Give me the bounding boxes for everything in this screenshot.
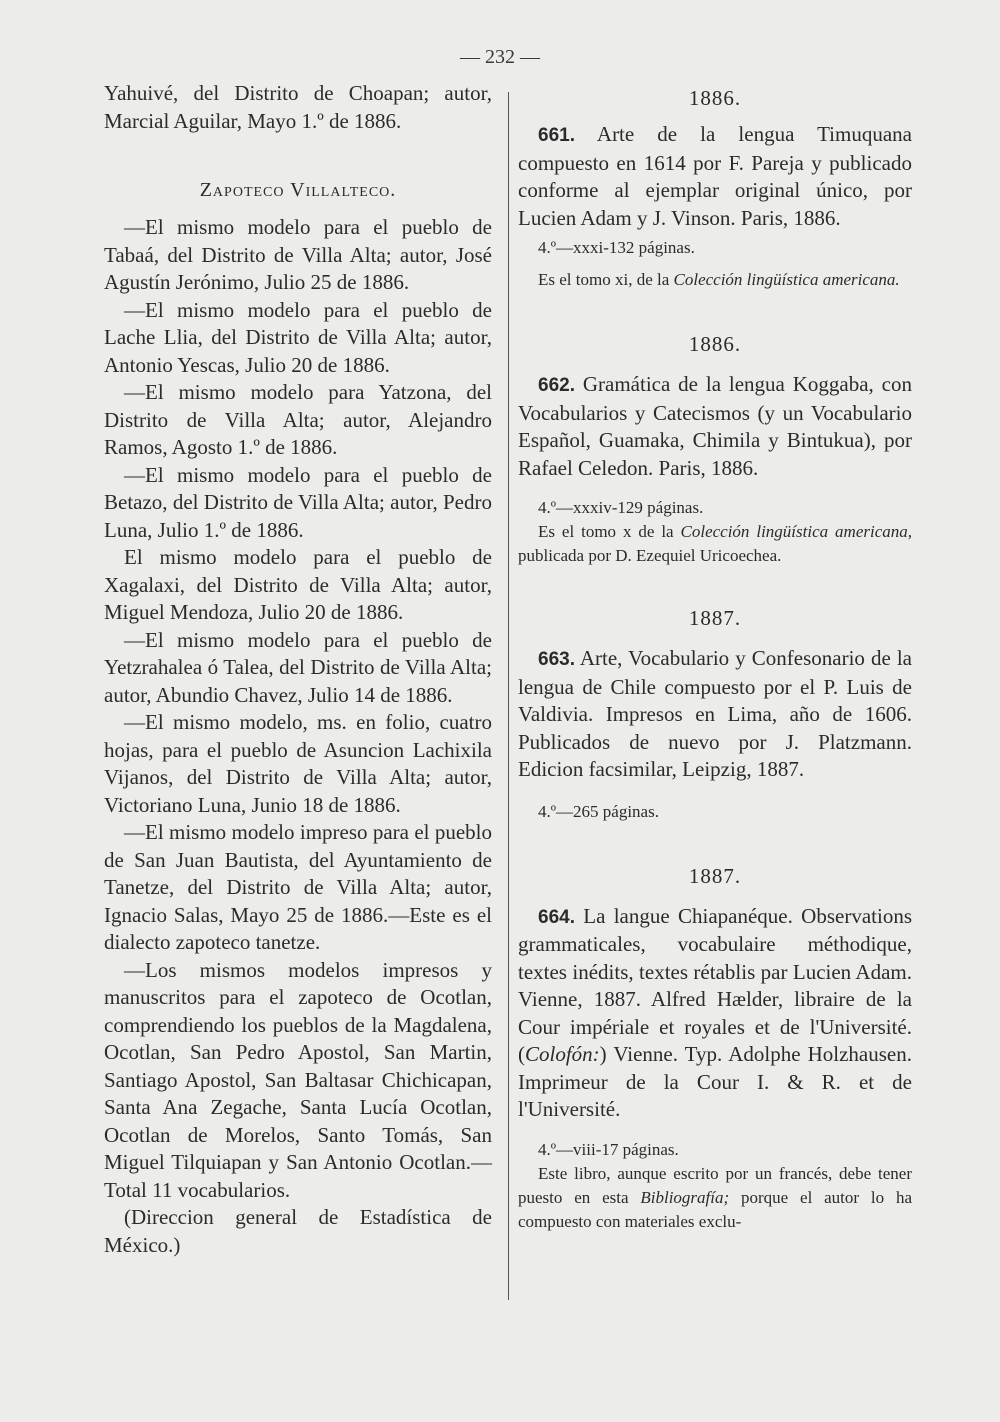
entry-paragraph: —El mismo modelo impreso para el pueblo de San Juan Bautista, del Ayuntamiento de Tanetze, del Distrito de Villa Alta; autor, Ignacio Salas, Mayo 25 de 1886.—Este es el dialecto zapoteco tanetze. bbox=[104, 820, 492, 954]
entry-text bbox=[518, 903, 912, 1124]
entry-number: 662. bbox=[538, 375, 575, 396]
note-title: Colección lingüística americana, bbox=[680, 522, 912, 541]
entry-note bbox=[518, 520, 912, 568]
entry-text bbox=[518, 121, 912, 232]
entry-description: Arte, Vocabulario y Confesonario de la lengua de Chile compuesto por el P. Luis de Valdivia. Impresos en Lima, año de 1606. Publicados de nuevo por J. Platzmann. Edicion facsimilar, Leipzig, 1887. bbox=[518, 646, 912, 781]
entry-paragraph: —El mismo modelo para Yatzona, del Distrito de Villa Alta; autor, Alejandro Ramos, Agosto 1.º de 1886. bbox=[104, 380, 492, 459]
entry-format: 4.º—xxxi-132 páginas. bbox=[538, 238, 695, 257]
entry-paragraph: —Los mismos modelos impresos y manuscritos para el zapoteco de Ocotlan, comprendiendo los pueblos de la Magdalena, Ocotlan, San Pedro Apostol, San Martin, Santiago Apostol, San Baltasar Chichicapan, Santa Ana Zegache, Santa Lucía Ocotlan, Ocotlan de Morelos, Santo Tomás, San Miguel Tilquiapan y San Antonio Ocotlan.—Total 11 vocabularios. bbox=[104, 957, 492, 1202]
entry-year: 1887. bbox=[688, 606, 742, 630]
entry-paragraph: —El mismo modelo para el pueblo de Yetzrahalea ó Talea, del Distrito de Villa Alta; autor, Abundio Chavez, Julio 14 de 1886. bbox=[104, 627, 492, 707]
right-column bbox=[518, 80, 912, 1234]
entry-format: 4.º—xxxiv-129 páginas. bbox=[538, 498, 704, 517]
entry-description: Gramática de la lengua Koggaba, con Vocabularios y Catecismos (y un Vocabulario Español, Guamaka, Chimila y Bintukua), por Rafael Celedon. Paris, 1886. bbox=[518, 372, 912, 480]
entry-paragraph: —El mismo modelo para el pueblo de Tabaá, del Distrito de Villa Alta; autor, José Agustín Jerónimo, Julio 25 de 1886. bbox=[104, 215, 492, 294]
entry-description: Arte de la lengua Timuquana compuesto en 1614 por F. Pareja y publicado conforme al ejemplar original único, por Lucien Adam y J. Vinson. Paris, 1886. bbox=[518, 122, 912, 230]
entry-format: 4.º—viii-17 páginas. bbox=[538, 1139, 679, 1159]
entry-format: 4.º—265 páginas. bbox=[538, 801, 659, 821]
note-title: Colección lingüística americana. bbox=[673, 270, 900, 289]
note-text-tail: porque el autor lo ha compuesto con materiales exclu- bbox=[518, 1187, 912, 1231]
entry-note bbox=[518, 268, 912, 292]
catalog-entry-661 bbox=[518, 86, 912, 292]
section-heading: Zapoteco Villalteco. bbox=[199, 179, 397, 201]
entry-number: 664. bbox=[538, 906, 575, 928]
page-number: — 232 — bbox=[460, 46, 540, 68]
catalog-entry-664 bbox=[518, 864, 912, 1234]
note-text: Es el tomo xi, de la bbox=[538, 270, 674, 289]
note-text: Este libro, aunque escrito por un francés, debe tener puesto en esta bbox=[518, 1163, 912, 1207]
note-text: Es el tomo x de la bbox=[538, 522, 681, 541]
entry-year: 1886. bbox=[688, 332, 742, 356]
column-divider bbox=[508, 92, 509, 1300]
entry-paragraph: —El mismo modelo para el pueblo de Betazo, del Distrito de Villa Alta; autor, Pedro Luna, Julio 1.º de 1886. bbox=[104, 462, 492, 542]
entry-paragraph: El mismo modelo para el pueblo de Xagalaxi, del Distrito de Villa Alta; autor, Miguel Mendoza, Julio 20 de 1886. bbox=[104, 545, 492, 624]
intro-paragraph: Yahuivé, del Distrito de Choapan; autor, Marcial Aguilar, Mayo 1.º de 1886. bbox=[104, 81, 492, 133]
note-text-tail: publicada por D. Ezequiel Uricoechea. bbox=[518, 546, 782, 565]
entry-description: La langue Chiapanéque. Observations grammaticales, vocabulaire méthodique, textes inédits, textes rétablis par Lucien Adam. Vienne, 1887. Alfred Hælder, libraire de la Cour impériale et royales et de l'Université. ( bbox=[518, 903, 912, 1066]
entry-description-tail: ) Vienne. Typ. Adolphe Holzhausen. Imprimeur de la Cour I. & R. et de l'Université. bbox=[518, 1042, 912, 1121]
source-note: (Direccion general de Estadística de México.) bbox=[104, 1205, 492, 1257]
entry-note bbox=[518, 1162, 912, 1234]
catalog-entry-662 bbox=[518, 332, 912, 568]
catalog-entry-663 bbox=[518, 606, 912, 824]
note-title: Bibliografía; bbox=[640, 1187, 730, 1207]
entry-text bbox=[518, 371, 912, 482]
entry-number: 663. bbox=[538, 649, 575, 670]
entry-year: 1886. bbox=[688, 86, 742, 110]
entry-number: 661. bbox=[538, 125, 575, 146]
entry-paragraph: —El mismo modelo para el pueblo de Lache Llia, del Distrito de Villa Alta; autor, Antonio Yescas, Julio 20 de 1886. bbox=[104, 297, 492, 377]
colofon-label: Colofón: bbox=[525, 1042, 600, 1066]
entry-paragraph: —El mismo modelo, ms. en folio, cuatro hojas, para el pueblo de Asuncion Lachixila Vijanos, del Distrito de Villa Alta; autor, Victoriano Luna, Junio 18 de 1886. bbox=[104, 710, 492, 817]
entry-text bbox=[518, 645, 912, 784]
left-column bbox=[104, 80, 492, 1259]
entry-year: 1887. bbox=[688, 863, 742, 888]
